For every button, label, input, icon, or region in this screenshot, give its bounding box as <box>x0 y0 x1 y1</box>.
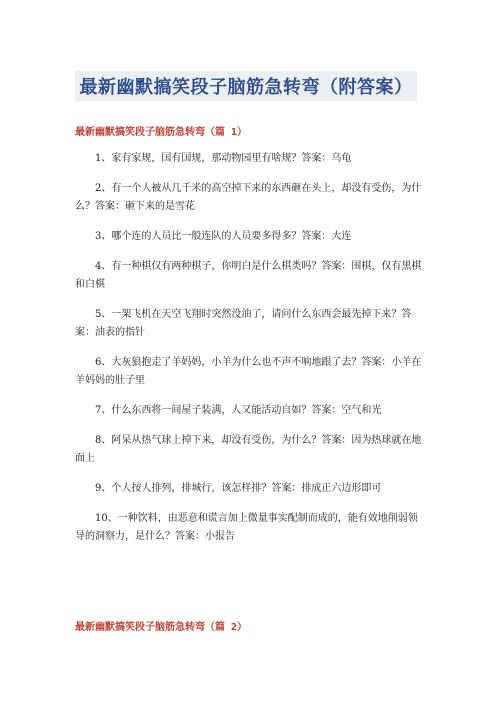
riddle-item-2: 2、有一个人被从几千米的高空掉下来的东西砸在头上，却没有受伤，为什么？答案：砸下来的是雪花 <box>75 183 422 212</box>
riddle-item-10: 10、一种饮料，由恶意和谎言加上微量事实配制而成的，能有效地削弱领导的洞察力，是什么？答案：小报告 <box>75 513 418 542</box>
riddle-item-9: 9、个人按人排列，排城行，该怎样排？答案：排成正六边形即可 <box>95 483 382 494</box>
riddle-item-7: 7、什么东西将一间屋子装满，人又能活动自如？答案：空气和光 <box>95 405 382 416</box>
riddle-item-1: 1、家有家规，国有国规，那动物园里有啥规？答案：乌龟 <box>95 153 352 164</box>
riddle-item-6: 6、大灰狼抱走了羊妈妈，小羊为什么也不声不响地跟了去？答案：小羊在羊妈妈的肚子里 <box>75 357 422 386</box>
section-heading-2: 最新幽默搞笑段子脑筋急转弯（篇 2） <box>75 622 248 633</box>
riddle-item-5: 5、一架飞机在天空飞翔时突然没油了，请问什么东西会最先掉下来？答案：油表的指针 <box>75 309 412 338</box>
document-title: 最新幽默搞笑段子脑筋急转弯（附答案） <box>79 77 413 98</box>
title-banner <box>75 71 417 101</box>
riddle-item-8: 8、阿呆从热气球上掉下来，却没有受伤，为什么？答案：因为热球就在地面上 <box>75 435 422 464</box>
riddle-item-3: 3、哪个连的人员比一般连队的人员要多得多？答案：大连 <box>95 231 352 242</box>
riddle-item-4: 4、有一种棋仅有两种棋子，你明白是什么棋类吗？答案：围棋，仅有黑棋和白棋 <box>75 261 422 290</box>
section-heading-1: 最新幽默搞笑段子脑筋急转弯（篇 1） <box>75 127 248 138</box>
riddle-list <box>75 150 425 558</box>
